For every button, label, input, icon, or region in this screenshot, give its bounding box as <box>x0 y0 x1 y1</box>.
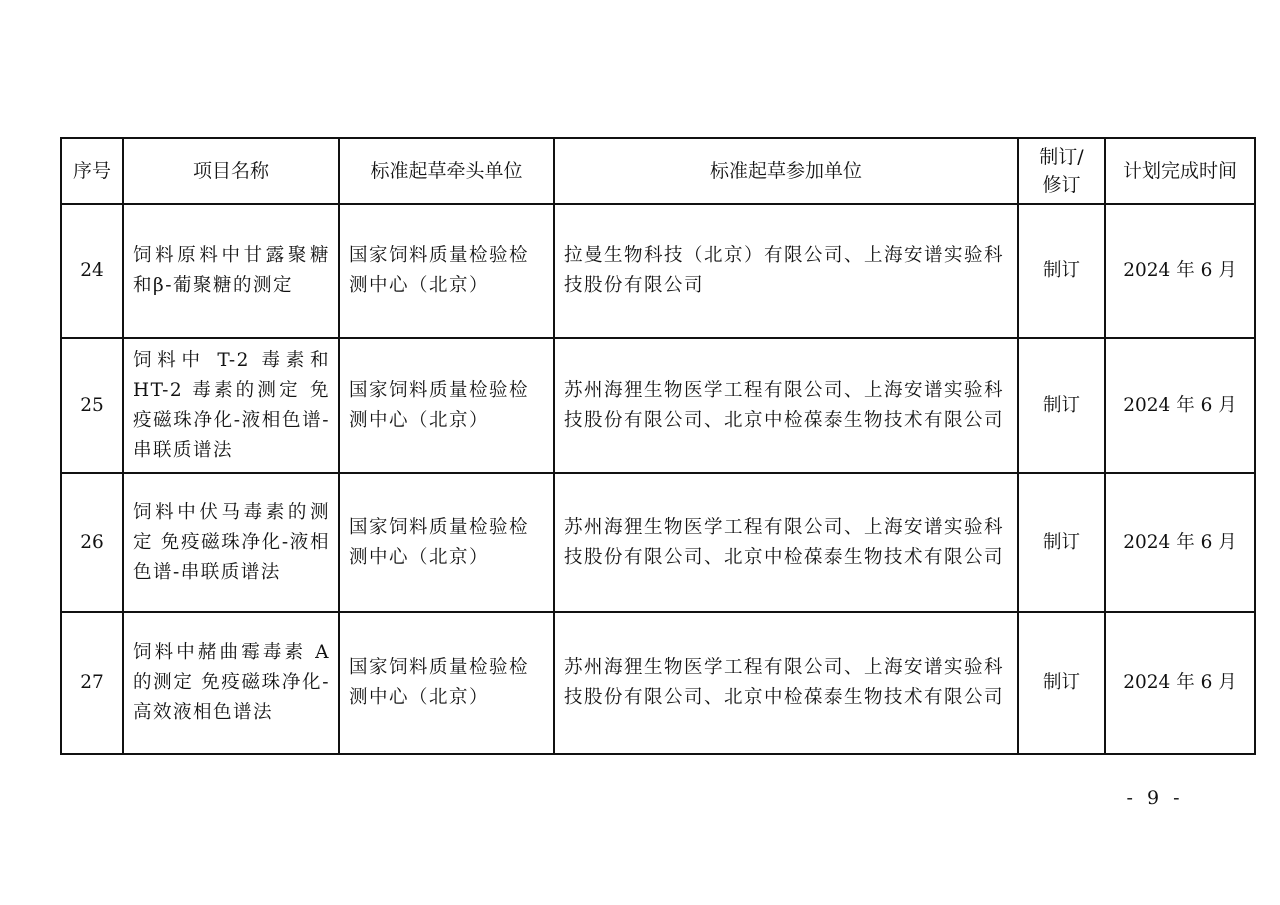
row-participating-units: 苏州海狸生物医学工程有限公司、上海安谱实验科技股份有限公司、北京中检葆泰生物技术有限公司 <box>554 473 1018 612</box>
header-lead-unit: 标准起草牵头单位 <box>339 138 554 204</box>
row-participating-units: 苏州海狸生物医学工程有限公司、上海安谱实验科技股份有限公司、北京中检葆泰生物技术有限公司 <box>554 338 1018 473</box>
row-index: 24 <box>61 204 123 338</box>
table-header-row <box>61 138 1255 204</box>
row-project-name: 饲料中赭曲霉毒素 A 的测定 免疫磁珠净化-高效液相色谱法 <box>123 612 339 754</box>
row-participating-units: 苏州海狸生物医学工程有限公司、上海安谱实验科技股份有限公司、北京中检葆泰生物技术有限公司 <box>554 612 1018 754</box>
row-project-name: 饲料中 T-2 毒素和 HT-2 毒素的测定 免疫磁珠净化-液相色谱-串联质谱法 <box>123 338 339 473</box>
header-index: 序号 <box>61 138 123 204</box>
row-planned-completion: 2024 年 6 月 <box>1105 612 1255 754</box>
row-planned-completion: 2024 年 6 月 <box>1105 204 1255 338</box>
standards-plan-table <box>60 137 1256 755</box>
row-index: 27 <box>61 612 123 754</box>
row-lead-unit: 国家饲料质量检验检测中心（北京） <box>339 338 554 473</box>
row-project-name: 饲料原料中甘露聚糖和β-葡聚糖的测定 <box>123 204 339 338</box>
header-type: 制订/ 修订 <box>1018 138 1105 204</box>
header-participating-units: 标准起草参加单位 <box>554 138 1018 204</box>
row-lead-unit: 国家饲料质量检验检测中心（北京） <box>339 473 554 612</box>
row-type: 制订 <box>1018 338 1105 473</box>
row-lead-unit: 国家饲料质量检验检测中心（北京） <box>339 204 554 338</box>
row-lead-unit: 国家饲料质量检验检测中心（北京） <box>339 612 554 754</box>
table-row <box>61 473 1255 612</box>
table-row <box>61 612 1255 754</box>
row-project-name: 饲料中伏马毒素的测定 免疫磁珠净化-液相色谱-串联质谱法 <box>123 473 339 612</box>
row-planned-completion: 2024 年 6 月 <box>1105 473 1255 612</box>
table-row <box>61 338 1255 473</box>
row-type: 制订 <box>1018 612 1105 754</box>
row-index: 25 <box>61 338 123 473</box>
header-project-name: 项目名称 <box>123 138 339 204</box>
row-index: 26 <box>61 473 123 612</box>
row-type: 制订 <box>1018 204 1105 338</box>
table-row <box>61 204 1255 338</box>
page-number: - 9 - <box>1126 787 1184 809</box>
row-planned-completion: 2024 年 6 月 <box>1105 338 1255 473</box>
row-type: 制订 <box>1018 473 1105 612</box>
row-participating-units: 拉曼生物科技（北京）有限公司、上海安谱实验科技股份有限公司 <box>554 204 1018 338</box>
header-planned-completion: 计划完成时间 <box>1105 138 1255 204</box>
